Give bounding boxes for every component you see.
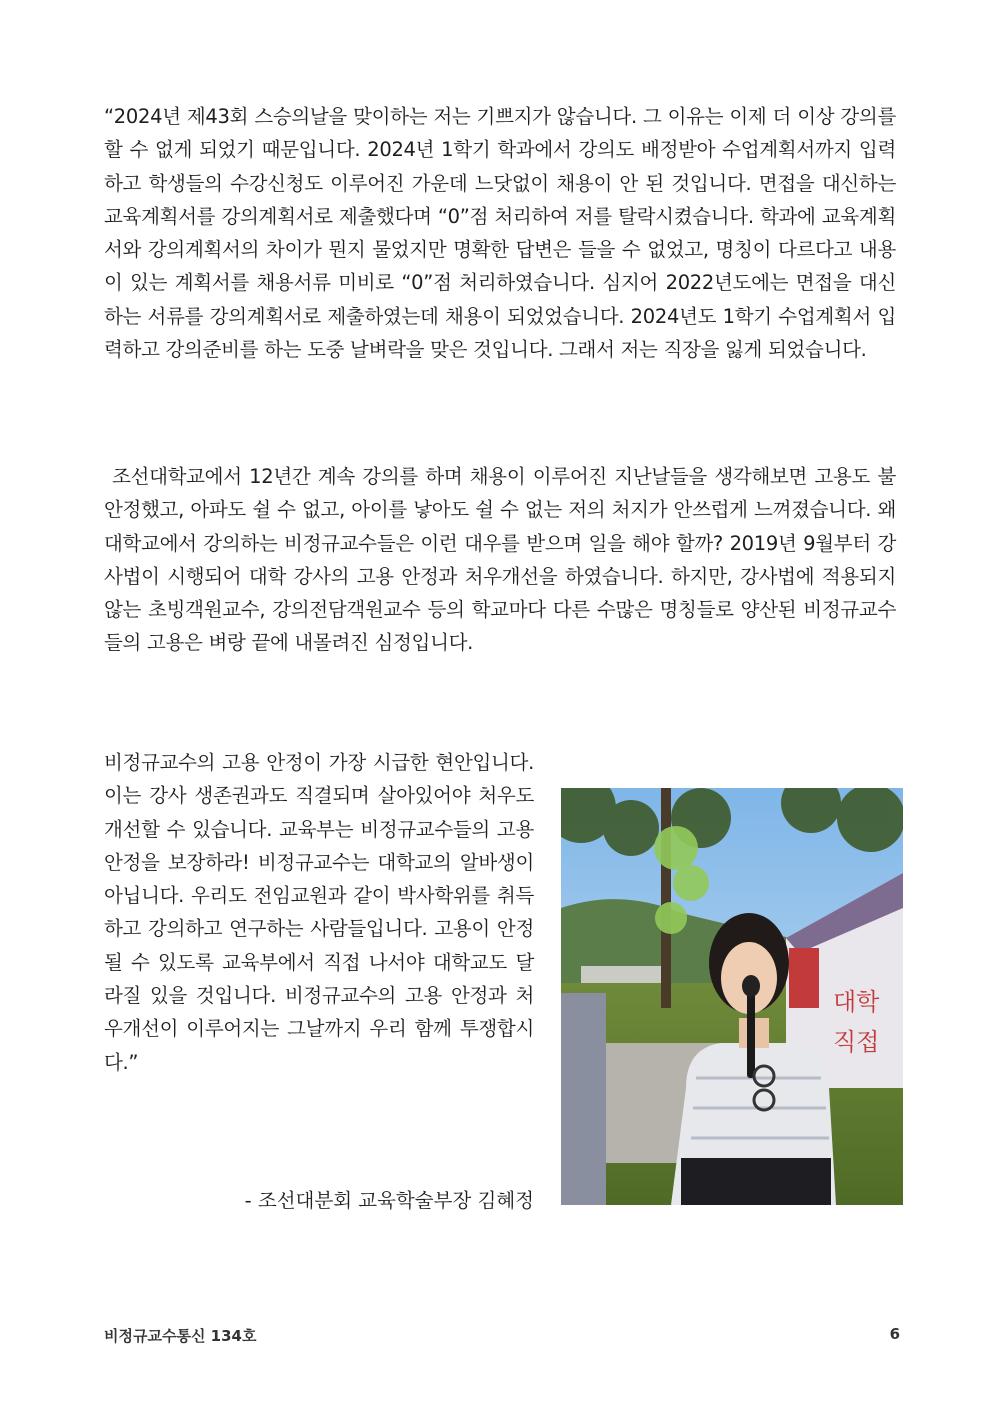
page-number: 6 xyxy=(889,1325,900,1343)
banner-text-line1: 대학 xyxy=(833,988,880,1016)
signature: - 조선대분회 교육학술부장 김혜정 xyxy=(244,1189,534,1212)
footer-publication: 비정규교수통신 134호 xyxy=(104,1327,257,1345)
speaker-photo xyxy=(561,788,903,1205)
paragraph-3: 비정규교수의 고용 안정이 가장 시급한 현안입니다. 이는 강사 생존권과도 직결되며 살아있어야 처우도 개선할 수 있습니다. 교육부는 비정규교수들의 고용 안정을 보장하라! 비정규교수는 대학교의 알바생이 아닙니다. 우리도 전임교원과 같이 박사학위를 취득하고 강의하고 연구하는 사람들입니다. 고용이 안정될 수 있도록 교육부에서 직접 나서야 대학교도 달라질 있을 것입니다. 비정규교수의 고용 안정과 처우개선이 이루어지는 그날까지 우리 함께 투쟁합시다.” xyxy=(104,751,534,1074)
paragraph-2: 조선대학교에서 12년간 계속 강의를 하며 채용이 이루어진 지난날들을 생각해보면 고용도 불안정했고, 아파도 쉴 수 없고, 아이를 낳아도 쉴 수 없는 저의 처지가 안쓰럽게 느껴졌습니다. 왜 대학교에서 강의하는 비정규교수들은 이런 대우를 받으며 일을 해야 할까? 2019년 9월부터 강사법이 시행되어 대학 강사의 고용 안정과 처우개선을 하였습니다. 하지만, 강사법에 적용되지 않는 초빙객원교수, 강의전담객원교수 등의 학교마다 다른 수많은 명칭들로 양산된 비정규교수들의 고용은 벼랑 끝에 내몰려진 심정입니다. xyxy=(104,465,896,655)
paragraph-1: “2024년 제43회 스승의날을 맞이하는 저는 기쁘지가 않습니다. 그 이유는 이제 더 이상 강의를 할 수 없게 되었기 때문입니다. 2024년 1학기 학과에서 강의도 배정받아 수업계획서까지 입력하고 학생들의 수강신청도 이루어진 가운데 느닷없이 채용이 안 된 것입니다. 면접을 대신하는 교육계획서를 강의계획서로 제출했다며 “0”점 처리하여 저를 탈락시켰습니다. 학과에 교육계획서와 강의계획서의 차이가 뭔지 물었지만 명확한 답변은 들을 수 없었고, 명칭이 다르다고 내용이 있는 계획서를 채용서류 미비로 “0”점 처리하였습니다. 심지어 2022년도에는 면접을 대신하는 서류를 강의계획서로 제출하였는데 채용이 되었었습니다. 2024년도 1학기 수업계획서 입력하고 강의준비를 하는 도중 날벼락을 맞은 것입니다. 그래서 저는 직장을 잃게 되었습니다. xyxy=(104,105,896,362)
banner-text-line2: 직접 xyxy=(833,1028,880,1056)
